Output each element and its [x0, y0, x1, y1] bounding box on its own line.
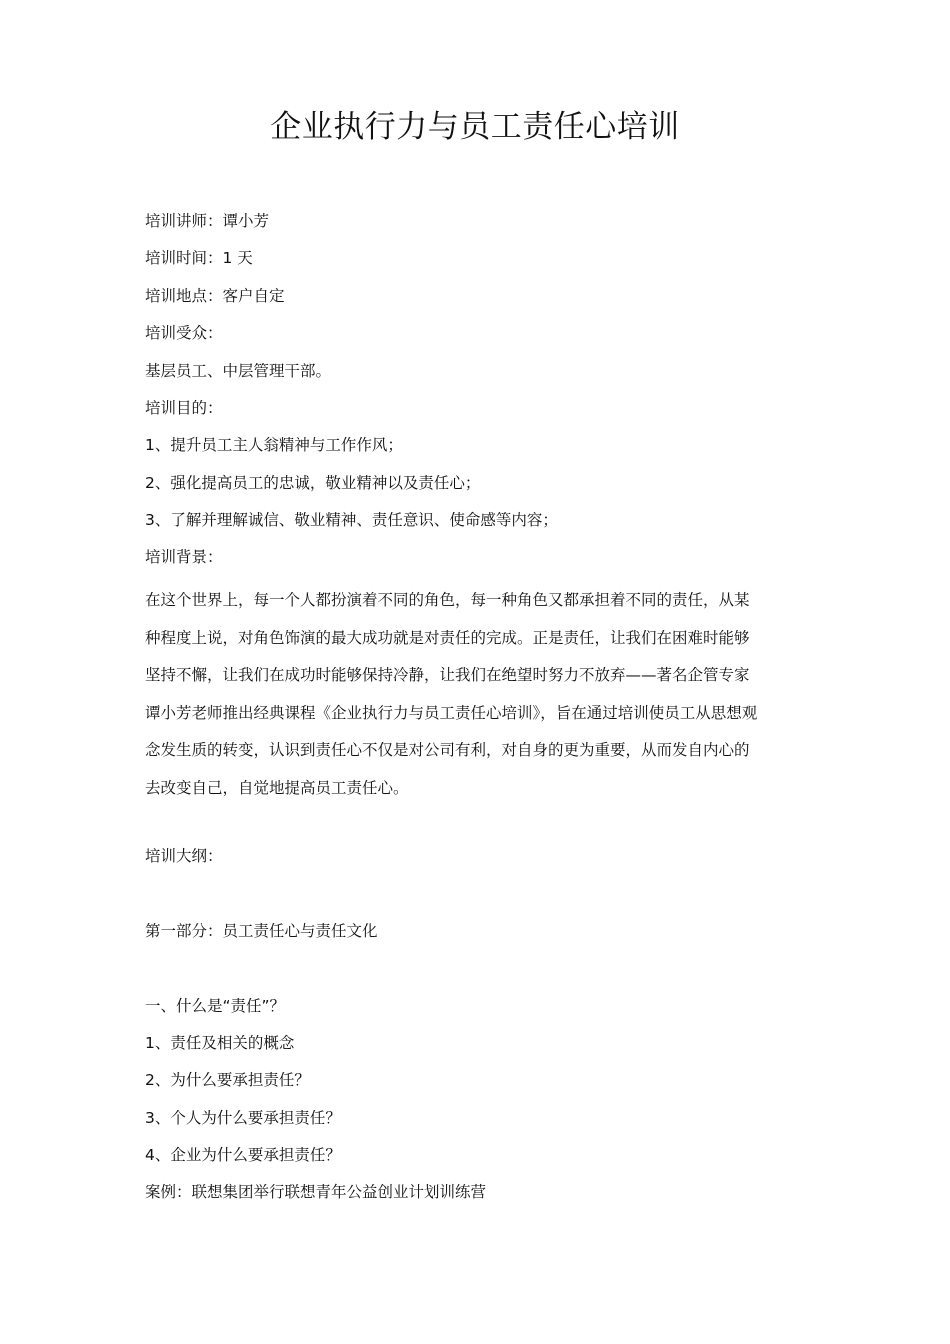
case-line: 案例：联想集团举行联想青年公益创业计划训练营: [145, 1183, 487, 1201]
paragraph-line: 坚持不懈，让我们在成功时能够保持冷静，让我们在绝望时努力不放弃——著名企管专家: [145, 666, 750, 684]
outline-item: 2、为什么要承担责任？: [145, 1071, 310, 1089]
outline-item: 3、个人为什么要承担责任？: [145, 1109, 341, 1127]
goals-label: 培训目的：: [145, 399, 223, 417]
outline-label: 培训大纲：: [145, 847, 223, 865]
duration-line: 培训时间：1 天: [145, 249, 253, 267]
paragraph-line: 去改变自己，自觉地提高员工责任心。: [145, 778, 409, 797]
paragraph-line: 念发生质的转变，认识到责任心不仅是对公司有利，对自身的更为重要，从而发自内心的: [145, 741, 750, 759]
section-heading: 一、什么是“责任”？: [145, 997, 286, 1015]
lecturer-line: 培训讲师：谭小芳: [145, 212, 270, 230]
background-paragraph: [145, 582, 810, 807]
goal-item: 2、强化提高员工的忠诚，敬业精神以及责任心；: [145, 474, 481, 492]
paragraph-line: 种程度上说，对角色饰演的最大成功就是对责任的完成。正是责任，让我们在困难时能够: [145, 628, 750, 647]
outline-item: 4、企业为什么要承担责任？: [145, 1146, 341, 1164]
outline-item: 1、责任及相关的概念: [145, 1034, 295, 1052]
part-heading: 第一部分：员工责任心与责任文化: [145, 922, 378, 940]
goal-item: 3、了解并理解诚信、敬业精神、责任意识、使命感等内容；: [145, 511, 558, 529]
location-line: 培训地点：客户自定: [145, 287, 285, 305]
background-label: 培训背景：: [145, 548, 223, 566]
audience-text: 基层员工、中层管理干部。: [145, 362, 332, 380]
paragraph-line: 在这个世界上，每一个人都扮演着不同的角色，每一种角色又都承担着不同的责任，从某: [145, 591, 750, 609]
paragraph-line: 谭小芳老师推出经典课程《企业执行力与员工责任心培训》，旨在通过培训使员工从思想观: [145, 703, 758, 722]
audience-label: 培训受众：: [145, 324, 223, 342]
goal-item: 1、提升员工主人翁精神与工作作风；: [145, 436, 403, 454]
document-title: 企业执行力与员工责任心培训: [270, 109, 680, 145]
